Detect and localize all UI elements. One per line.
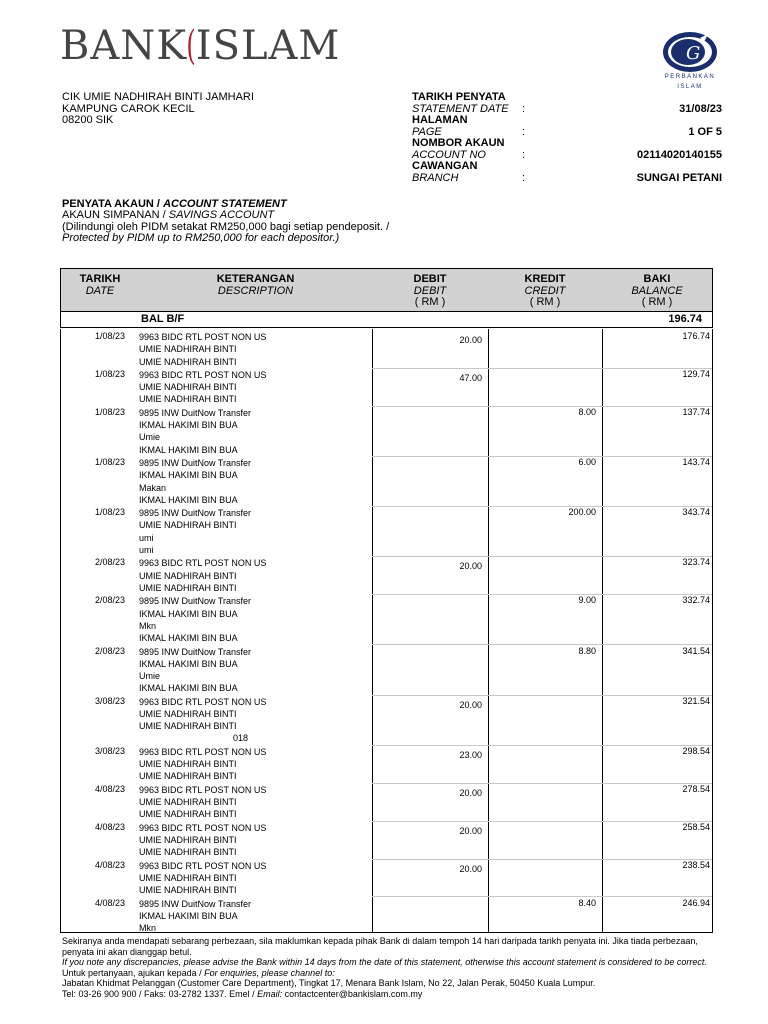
col-balance-label-ms: BAKI [643, 273, 671, 285]
col-description-header [139, 274, 372, 297]
footer-line3: If you note any discrepancies, please advise the Bank within 14 days from the date of this statement, otherwise this account statement is considered to be correct. [62, 957, 707, 967]
row-description-line: UMIE NADHIRAH BINTI [139, 847, 237, 858]
row-date: 3/08/23 [94, 745, 125, 756]
row-description-line: IKMAL HAKIMI BIN BUA [139, 494, 238, 505]
page-value: 1 OF 5 [688, 125, 722, 138]
col-debit-label-en: DEBIT [413, 284, 447, 297]
table-row [61, 746, 712, 784]
row-description-line: IKMAL HAKIMI BIN BUA [139, 910, 238, 921]
emblem-caption-line1: PERBANKAN [664, 74, 716, 80]
footer-email-label: Email: [257, 988, 283, 999]
row-description [139, 557, 266, 594]
row-date: 1/08/23 [94, 507, 125, 518]
row-description-line: Makan [139, 482, 167, 493]
row-balance: 341.54 [682, 645, 710, 656]
emblem-caption [640, 72, 740, 92]
row-credit: 200.00 [568, 507, 596, 518]
row-description [139, 696, 266, 733]
footer-email-link[interactable]: contactcenter@bankislam.com.my [284, 988, 423, 999]
row-debit: 20.00 [459, 561, 482, 572]
branch-label: BRANCH [412, 171, 459, 184]
col-balance-unit: ( RM ) [641, 296, 673, 308]
row-description-line: Umie [139, 671, 161, 682]
row-description-line: UMIE NADHIRAH BINTI [139, 394, 237, 405]
row-description-line: IKMAL HAKIMI BIN BUA [139, 608, 238, 619]
colon: : [522, 148, 526, 161]
footer-enquiry-ms: Untuk pertanyaan, ajukan kepada / [62, 967, 202, 978]
row-description-line: IKMAL HAKIMI BIN BUA [139, 444, 238, 455]
row-description-line: umi [139, 545, 154, 556]
row-description-line: UMIE NADHIRAH BINTI [139, 582, 237, 593]
table-row [61, 784, 712, 822]
row-description-line: 9963 BIDC RTL POST NON US [139, 822, 267, 833]
customer-name: CIK UMIE NADHIRAH BINTI JAMHARI [62, 91, 254, 103]
row-description-line: UMIE NADHIRAH BINTI [139, 885, 237, 896]
row-date: 1/08/23 [94, 331, 125, 341]
account-type-ms: AKAUN SIMPANAN / [62, 209, 166, 222]
logo-text-right: ISLAM [195, 23, 341, 69]
row-balance: 332.74 [682, 595, 710, 606]
row-description-line: 9895 INW DuitNow Transfer [139, 898, 252, 909]
table-row [61, 507, 712, 557]
row-description-line: IKMAL HAKIMI BIN BUA [139, 470, 238, 481]
row-description-line: IKMAL HAKIMI BIN BUA [139, 633, 238, 644]
row-description [139, 746, 266, 783]
row-description-line: UMIE NADHIRAH BINTI [139, 834, 237, 845]
statement-date-label-ms: TARIKH PENYATA [412, 91, 506, 103]
row-balance: 176.74 [682, 331, 710, 341]
statement-title-block [62, 199, 389, 244]
row-description-line: UMIE NADHIRAH BINTI [139, 721, 237, 732]
transactions-table [60, 268, 713, 932]
branch-label-ms: CAWANGAN [412, 160, 478, 172]
row-date: 1/08/23 [94, 368, 125, 379]
row-description-line: 9963 BIDC RTL POST NON US [139, 860, 267, 871]
col-credit-unit: ( RM ) [529, 296, 561, 308]
row-balance: 238.54 [682, 859, 710, 870]
col-credit-label-en: CREDIT [524, 284, 566, 297]
page-label: PAGE [412, 125, 442, 138]
row-description-line: umi [139, 532, 154, 543]
row-description [139, 407, 251, 456]
logo-crescent: ( [186, 23, 197, 69]
row-description [139, 860, 266, 897]
row-date: 1/08/23 [94, 406, 125, 417]
row-date: 4/08/23 [94, 783, 125, 794]
row-description-line: Mkn [139, 923, 157, 933]
row-description-line: 9895 INW DuitNow Transfer [139, 596, 252, 607]
row-balance: 137.74 [682, 406, 710, 417]
row-description [139, 822, 266, 859]
account-type-en: SAVINGS ACCOUNT [168, 209, 275, 222]
row-description [139, 507, 251, 556]
col-debit-unit: ( RM ) [414, 296, 446, 308]
col-balance-header [602, 274, 712, 309]
balance-brought-forward-row [60, 312, 713, 328]
row-date: 2/08/23 [94, 645, 125, 656]
customer-address-line2: 08200 SIK [62, 114, 114, 126]
footer-line2: penyata ini akan dianggap betul. [62, 946, 192, 957]
row-balance: 246.94 [682, 897, 710, 908]
row-date: 2/08/23 [94, 557, 125, 568]
table-row [61, 407, 712, 457]
row-debit: 20.00 [459, 787, 482, 798]
col-debit-label-ms: DEBIT [413, 273, 447, 285]
row-description-line: UMIE NADHIRAH BINTI [139, 344, 237, 355]
pidm-note-ms: (Dilindungi oleh PIDM setakat RM250,000 bagi setiap pendeposit. / [62, 220, 390, 233]
statement-date-label: STATEMENT DATE [412, 102, 509, 115]
page-label-ms: HALAMAN [412, 114, 468, 126]
col-date-label-en: DATE [85, 284, 115, 297]
row-description-line: 9963 BIDC RTL POST NON US [139, 558, 267, 569]
row-credit: 8.00 [578, 406, 596, 417]
statement-footer [62, 936, 722, 999]
row-description [139, 595, 251, 644]
row-description-line: 9895 INW DuitNow Transfer [139, 646, 252, 657]
row-balance: 321.54 [682, 695, 710, 706]
table-row [61, 331, 712, 369]
footer-contact-phone: Tel: 03-26 900 900 / Faks: 03-2782 1337. Emel / [62, 988, 255, 999]
account-label: ACCOUNT NO [412, 148, 486, 161]
transactions-body [60, 329, 713, 933]
colon: : [522, 125, 526, 138]
row-description [139, 784, 266, 821]
row-description [139, 457, 251, 506]
row-description-line: Mkn [139, 620, 157, 631]
row-description-line: UMIE NADHIRAH BINTI [139, 759, 237, 770]
account-label-ms: NOMBOR AKAUN [412, 137, 505, 149]
row-balance: 343.74 [682, 507, 710, 518]
row-description-line: 9963 BIDC RTL POST NON US [139, 332, 267, 342]
row-description-line: 9895 INW DuitNow Transfer [139, 508, 252, 519]
row-date: 1/08/23 [94, 457, 125, 467]
row-credit: 6.00 [578, 457, 596, 467]
statement-meta [412, 92, 722, 184]
row-date: 4/08/23 [94, 859, 125, 870]
row-credit: 8.80 [578, 645, 596, 656]
col-date-label-ms: TARIKH [79, 273, 121, 285]
row-date: 2/08/23 [94, 595, 125, 606]
row-balance: 323.74 [682, 557, 710, 568]
customer-address-line1: KAMPUNG CAROK KECIL [62, 102, 195, 115]
row-description-line: UMIE NADHIRAH BINTI [139, 771, 237, 782]
row-description-line: Umie [139, 432, 161, 443]
row-description-line: UMIE NADHIRAH BINTI [139, 708, 237, 719]
table-row [61, 646, 712, 696]
bal-bf-label: BAL B/F [141, 313, 185, 325]
bal-bf-value: 196.74 [668, 313, 702, 325]
row-balance: 143.74 [682, 457, 710, 467]
row-balance: 258.54 [682, 821, 710, 832]
bank-islam-logo [60, 23, 341, 69]
row-debit: 47.00 [459, 372, 482, 383]
footer-line1: Sekiranya anda mendapati sebarang perbezaan, sila maklumkan kepada pihak Bank di dalam tempoh 14 hari daripada tarikh penyata ini. Jika tiada perbezaan, [62, 936, 698, 946]
row-description-line: UMIE NADHIRAH BINTI [139, 570, 237, 581]
colon: : [522, 102, 526, 115]
col-credit-header [488, 274, 602, 309]
row-balance: 298.54 [682, 745, 710, 756]
row-description-line: UMIE NADHIRAH BINTI [139, 356, 237, 367]
row-balance: 278.54 [682, 783, 710, 794]
table-row [61, 860, 712, 898]
customer-address [62, 92, 254, 127]
svg-text:G: G [686, 43, 701, 64]
row-description-line: UMIE NADHIRAH BINTI [139, 872, 237, 883]
row-description [139, 646, 251, 695]
row-description-line: UMIE NADHIRAH BINTI [139, 809, 237, 820]
col-desc-label-ms: KETERANGAN [216, 273, 295, 285]
row-date: 3/08/23 [94, 695, 125, 706]
row-description-line: 9963 BIDC RTL POST NON US [139, 369, 267, 380]
table-row [61, 369, 712, 407]
footer-enquiry-en: For enquiries, please channel to: [204, 967, 335, 978]
row-reference: 018 [233, 732, 249, 743]
row-description-line: UMIE NADHIRAH BINTI [139, 382, 237, 393]
row-description-line: IKMAL HAKIMI BIN BUA [139, 683, 238, 694]
statement-date-value: 31/08/23 [679, 102, 722, 115]
row-description-line: IKMAL HAKIMI BIN BUA [139, 658, 238, 669]
row-description [139, 898, 251, 934]
col-debit-header [372, 274, 488, 309]
account-number-value: 02114020140155 [636, 148, 722, 161]
statement-title-ms: PENYATA AKAUN / [62, 198, 160, 210]
row-description-line: UMIE NADHIRAH BINTI [139, 797, 237, 808]
row-date: 4/08/23 [94, 821, 125, 832]
row-date: 4/08/23 [94, 897, 125, 908]
table-row [61, 822, 712, 860]
col-balance-label-en: BALANCE [631, 284, 683, 297]
table-row [61, 557, 712, 595]
branch-value: SUNGAI PETANI [636, 171, 722, 184]
row-debit: 23.00 [459, 749, 482, 760]
colon: : [522, 171, 526, 184]
row-description-line: 9963 BIDC RTL POST NON US [139, 746, 267, 757]
statement-title-en: ACCOUNT STATEMENT [163, 198, 287, 210]
row-description [139, 369, 266, 406]
perbankan-islam-emblem-icon [660, 28, 720, 76]
row-debit: 20.00 [459, 335, 482, 345]
row-debit: 20.00 [459, 863, 482, 874]
row-description-line: 9895 INW DuitNow Transfer [139, 407, 252, 418]
emblem-caption-line2: ISLAM [677, 84, 703, 90]
row-balance: 129.74 [682, 368, 710, 379]
col-credit-label-ms: KREDIT [524, 273, 566, 285]
col-desc-label-en: DESCRIPTION [217, 284, 294, 297]
row-description-line: 9963 BIDC RTL POST NON US [139, 784, 267, 795]
pidm-note-en: Protected by PIDM up to RM250,000 for each depositor.) [62, 231, 340, 244]
table-row [61, 595, 712, 645]
row-description-line: 9895 INW DuitNow Transfer [139, 458, 252, 468]
col-date-header [61, 274, 139, 297]
logo-text-left: BANK [60, 23, 188, 69]
row-debit: 20.00 [459, 699, 482, 710]
row-credit: 8.40 [578, 897, 596, 908]
row-description-line: 9963 BIDC RTL POST NON US [139, 696, 267, 707]
row-credit: 9.00 [578, 595, 596, 606]
table-row [61, 898, 712, 934]
row-description-line: IKMAL HAKIMI BIN BUA [139, 420, 238, 431]
table-row [61, 457, 712, 507]
row-description-line: UMIE NADHIRAH BINTI [139, 520, 237, 531]
row-description [139, 331, 266, 368]
table-row [61, 696, 712, 746]
footer-address: Jabatan Khidmat Pelanggan (Customer Care Department), Tingkat 17, Menara Bank Islam, No 22, Jalan Perak, 50450 Kuala Lumpur. [62, 978, 596, 988]
table-header [60, 268, 713, 312]
row-debit: 20.00 [459, 825, 482, 836]
